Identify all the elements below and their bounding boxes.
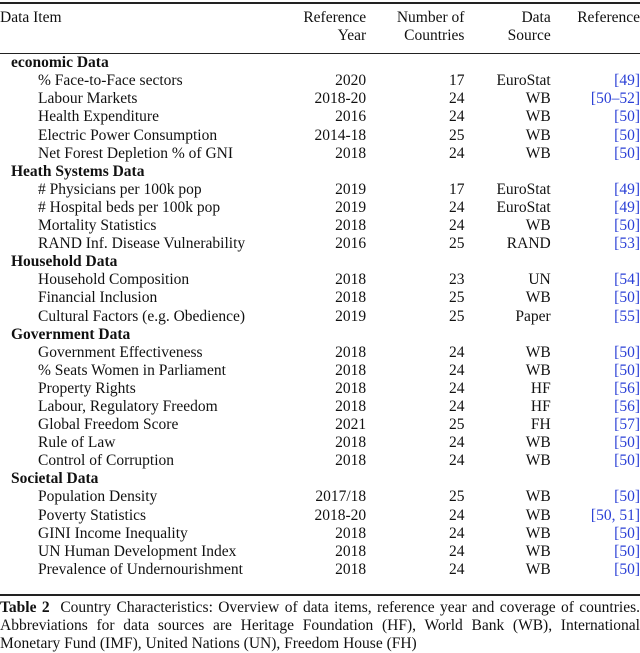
table-cell: 25	[448, 307, 465, 325]
table-cell: WB	[525, 144, 551, 162]
table-cell: Household Composition	[38, 271, 190, 289]
table-cell: 17	[448, 72, 465, 90]
table-cell: 2018	[335, 560, 367, 578]
table-cell: 2018-20	[314, 506, 367, 524]
header-line: Reference	[577, 9, 640, 26]
citation-link[interactable]: [49]	[614, 72, 640, 90]
table-cell: WB	[525, 217, 551, 235]
table-row	[0, 507, 640, 525]
table-cell: EuroStat	[496, 180, 551, 198]
table-cell: UN	[528, 271, 551, 289]
table-row	[0, 543, 640, 561]
header-line: Reference	[303, 9, 367, 26]
table-cell: 2018	[335, 379, 367, 397]
table-cell: 25	[448, 416, 465, 434]
table-row	[0, 362, 640, 380]
table-cell: Labour Markets	[38, 90, 138, 108]
table-cell: 2018	[335, 434, 367, 452]
table-cell: # Physicians per 100k pop	[38, 180, 202, 198]
bottom-rule	[0, 594, 640, 596]
group-title: Societal Data	[11, 470, 99, 488]
citation-link[interactable]: [50, 51]	[590, 506, 640, 524]
top-rule	[0, 2, 640, 4]
group-title: economic Data	[11, 54, 109, 72]
column-header	[281, 9, 366, 45]
header-line: Number of	[396, 9, 465, 26]
table-row	[0, 217, 640, 235]
table-cell: 2018	[335, 397, 367, 415]
table-cell: Financial Inclusion	[38, 289, 158, 307]
table-cell: # Hospital beds per 100k pop	[38, 198, 221, 216]
citation-link[interactable]: [50]	[614, 217, 640, 235]
citation-link[interactable]: [50]	[614, 361, 640, 379]
table-cell: 24	[448, 361, 465, 379]
table-cell: 24	[448, 198, 465, 216]
group-title: Household Data	[11, 253, 118, 271]
header-row	[0, 9, 640, 45]
group-title: Heath Systems Data	[11, 162, 145, 180]
table-row	[0, 127, 640, 145]
table-cell: 25	[448, 289, 465, 307]
header-line: Data Item	[0, 9, 62, 26]
table-cell: Prevalence of Undernourishment	[38, 560, 243, 578]
table-cell: 24	[448, 379, 465, 397]
citation-link[interactable]: [50]	[614, 289, 640, 307]
table-row	[0, 488, 640, 506]
table-cell: Poverty Statistics	[38, 506, 147, 524]
table-cell: 25	[448, 126, 465, 144]
table-row	[0, 308, 640, 326]
table-cell: 17	[448, 180, 465, 198]
citation-link[interactable]: [56]	[614, 397, 640, 415]
table-cell: 2018	[335, 524, 367, 542]
table-cell: Global Freedom Score	[38, 416, 179, 434]
table-row	[0, 434, 640, 452]
table-row	[0, 416, 640, 434]
table-cell: 2018	[335, 542, 367, 560]
citation-link[interactable]: [50]	[614, 524, 640, 542]
table-cell: Net Forest Depletion % of GNI	[38, 144, 233, 162]
table-cell: FH	[530, 416, 551, 434]
table-cell: Mortality Statistics	[38, 217, 157, 235]
table-cell: WB	[525, 434, 551, 452]
table-cell: WB	[525, 126, 551, 144]
data-table	[0, 9, 640, 579]
table-cell: WB	[525, 343, 551, 361]
table-cell: WB	[525, 289, 551, 307]
table-cell: GINI Income Inequality	[38, 524, 188, 542]
table-cell: 25	[448, 235, 465, 253]
table-cell: RAND	[506, 235, 551, 253]
table-cell: WB	[525, 542, 551, 560]
table-cell: Paper	[515, 307, 551, 325]
table-row	[0, 561, 640, 579]
group-row	[0, 54, 640, 72]
table-row	[0, 145, 640, 163]
table-cell: Health Expenditure	[38, 108, 159, 126]
header-line: Data	[521, 9, 551, 26]
table-cell: Cultural Factors (e.g. Obedience)	[38, 307, 246, 325]
table-cell: 24	[448, 90, 465, 108]
citation-link[interactable]: [56]	[614, 379, 640, 397]
table-cell: 2018	[335, 452, 367, 470]
group-title: Government Data	[11, 325, 131, 343]
table-cell: HF	[530, 397, 551, 415]
group-row	[0, 253, 640, 271]
table-cell: 23	[448, 271, 465, 289]
table-cell: WB	[525, 488, 551, 506]
table-cell: 24	[448, 452, 465, 470]
citation-link[interactable]: [49]	[614, 180, 640, 198]
citation-link[interactable]: [50]	[614, 560, 640, 578]
column-header	[551, 9, 640, 45]
table-cell: % Seats Women in Parliament	[38, 361, 226, 379]
table-row	[0, 525, 640, 543]
citation-link[interactable]: [53]	[614, 235, 640, 253]
table-row	[0, 452, 640, 470]
table-cell: 24	[448, 144, 465, 162]
table-cell: WB	[525, 108, 551, 126]
table-cell: Rule of Law	[38, 434, 116, 452]
table-cell: 2018	[335, 217, 367, 235]
table-cell: Government Effectiveness	[38, 343, 203, 361]
table-cell: 24	[448, 217, 465, 235]
table-cell: Control of Corruption	[38, 452, 175, 470]
table-cell: Population Density	[38, 488, 158, 506]
table-cell: WB	[525, 506, 551, 524]
table-cell: 24	[448, 560, 465, 578]
table-cell: 24	[448, 506, 465, 524]
table-row	[0, 199, 640, 217]
table-cell: WB	[525, 524, 551, 542]
table-cell: 2019	[335, 180, 367, 198]
citation-link[interactable]: [50]	[614, 343, 640, 361]
table-cell: 24	[448, 397, 465, 415]
table-row	[0, 108, 640, 126]
table-cell: EuroStat	[496, 198, 551, 216]
table-cell: WB	[525, 452, 551, 470]
table-cell: 2018	[335, 343, 367, 361]
table-row	[0, 271, 640, 289]
table-cell: 25	[448, 488, 465, 506]
citation-link[interactable]: [57]	[614, 416, 640, 434]
column-header	[366, 9, 464, 45]
table-row	[0, 380, 640, 398]
table-cell: WB	[525, 361, 551, 379]
table-cell: 24	[448, 434, 465, 452]
table-cell: HF	[530, 379, 551, 397]
table-cell: 24	[448, 524, 465, 542]
table-cell: 2018	[335, 144, 367, 162]
table-cell: 2018	[335, 289, 367, 307]
table-cell: 24	[448, 542, 465, 560]
table-cell: 2016	[335, 108, 367, 126]
citation-link[interactable]: [50]	[614, 108, 640, 126]
table-cell: RAND Inf. Disease Vulnerability	[38, 235, 246, 253]
citation-link[interactable]: [50]	[614, 542, 640, 560]
citation-link[interactable]: [50]	[614, 434, 640, 452]
table-cell: 2019	[335, 307, 367, 325]
citation-link[interactable]: [55]	[614, 307, 640, 325]
table-cell: 2021	[335, 416, 367, 434]
table-cell: 24	[448, 343, 465, 361]
caption-text: Country Characteristics: Overview of data items, reference year and coverage of countries. Abbreviations for data sources are Heritage Foundation (HF), World Bank (WB), International Monetary Fund (IMF), United Nations (UN), Freedom House (FH)	[0, 599, 640, 653]
group-row	[0, 326, 640, 344]
table-cell: 2017/18	[315, 488, 367, 506]
table-cell: 2020	[335, 72, 367, 90]
citation-link[interactable]: [54]	[614, 271, 640, 289]
table-row	[0, 235, 640, 253]
table-cell: 2019	[335, 198, 367, 216]
table-cell: WB	[525, 560, 551, 578]
column-header	[464, 9, 550, 45]
table-cell: Labour, Regulatory Freedom	[38, 397, 218, 415]
table-cell: 2018-20	[314, 90, 367, 108]
table-cell: EuroStat	[496, 72, 551, 90]
table-row	[0, 344, 640, 362]
citation-link[interactable]: [50]	[614, 488, 640, 506]
table-cell: % Face-to-Face sectors	[38, 72, 183, 90]
table-cell: 24	[448, 108, 465, 126]
header-line: Year	[337, 27, 367, 45]
table-cell: Electric Power Consumption	[38, 126, 218, 144]
caption-label: Table 2	[0, 599, 50, 616]
group-row	[0, 163, 640, 181]
table-row	[0, 181, 640, 199]
citation-link[interactable]: [50]	[614, 126, 640, 144]
table-cell: 2014-18	[314, 126, 367, 144]
table-cell: Property Rights	[38, 379, 136, 397]
table-cell: 2018	[335, 271, 367, 289]
group-row	[0, 470, 640, 488]
table-row	[0, 90, 640, 108]
header-line: Countries	[404, 27, 465, 45]
column-header	[0, 9, 281, 45]
citation-link[interactable]: [50–52]	[590, 90, 640, 108]
table-cell: 2016	[335, 235, 367, 253]
header-line: Source	[507, 27, 551, 45]
table-row	[0, 289, 640, 307]
table-cell: UN Human Development Index	[38, 542, 237, 560]
citation-link[interactable]: [50]	[614, 144, 640, 162]
table-cell: 2018	[335, 361, 367, 379]
table-row	[0, 398, 640, 416]
table-row	[0, 72, 640, 90]
table-cell: WB	[525, 90, 551, 108]
citation-link[interactable]: [49]	[614, 198, 640, 216]
citation-link[interactable]: [50]	[614, 452, 640, 470]
